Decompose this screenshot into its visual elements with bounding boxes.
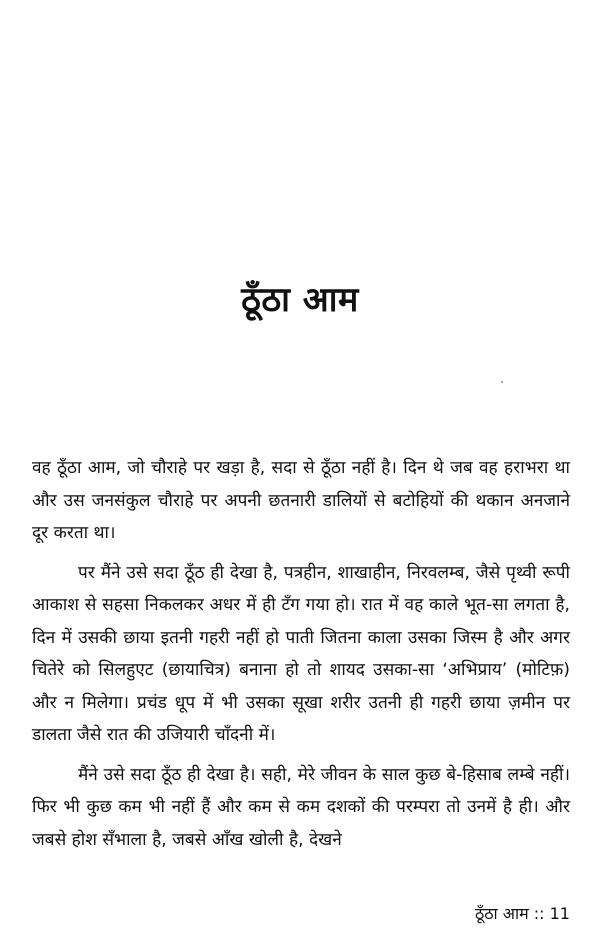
paragraph-3: मैंने उसे सदा ठूँठ ही देखा है। सही, मेरे जीवन के साल कुछ बे-हिसाब लम्बे नहीं। फिर भी कुछ कम भी नहीं हैं और कम से कम दशकों की परम्परा तो उनमें है ही। और जबसे होश सँभाला है, जबसे आँख खोली है, देखने (32, 764, 570, 850)
paragraph-2: पर मैंने उसे सदा ठूँठ ही देखा है, पत्रहीन, शाखाहीन, निरवलम्ब, जैसे पृथ्वी रूपी आकाश से सहसा निकलकर अधर में ही टँग गया हो। रात में वह काले भूत-सा लगता है, दिन में उसकी छाया इतनी गहरी नहीं हो पाती जितना काला उसका जिस्म है और अगर चितेरे को सिलहुएट (छायाचित्र) बनाना हो तो शायद उसका-सा ‘अभिप्राय’ (मोटिफ़) और न मिलेगा। प्रचंड धूप में भी उसका सूखा शरीर उतनी ही गहरी छाया ज़मीन पर डालता जैसे रात की उजियारी चाँदनी में। (32, 562, 570, 745)
print-speck (501, 381, 503, 383)
paragraph-1: वह ठूँठा आम, जो चौराहे पर खड़ा है, सदा से ठूँठा नहीं है। दिन थे जब वह हराभरा था और उस जनसंकुल चौराहे पर अपनी छतनारी डालियों से बटोहियों की थकान अनजाने दूर करता था। (32, 458, 570, 543)
chapter-title: ठूँठा आम (241, 279, 359, 320)
page-footer: ठूँठा आम :: 11 (474, 904, 570, 923)
chapter-body (32, 452, 570, 856)
